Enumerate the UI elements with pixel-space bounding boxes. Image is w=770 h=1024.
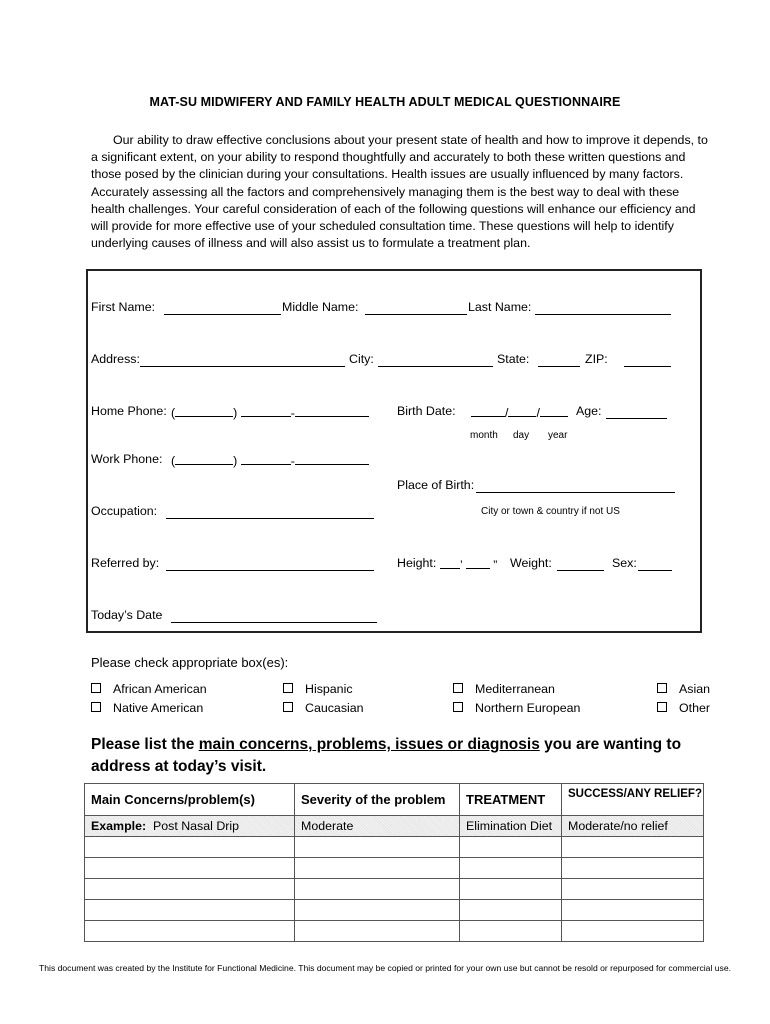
checkbox-icon — [453, 683, 463, 693]
ethnicity-prompt: Please check appropriate box(es): — [91, 655, 289, 670]
last-name-field[interactable] — [535, 302, 671, 315]
home-phone-label: Home Phone: — [91, 404, 167, 418]
table-cell[interactable] — [85, 900, 295, 921]
middle-name-field[interactable] — [365, 302, 467, 315]
work-phone-field[interactable]: ( ) - — [171, 452, 369, 468]
checkbox-asian[interactable]: Asian — [657, 682, 710, 696]
table-cell[interactable] — [562, 921, 704, 942]
example-problem-cell: Example: Post Nasal Drip — [85, 816, 295, 837]
table-cell[interactable] — [85, 858, 295, 879]
example-severity-cell: Moderate — [295, 816, 460, 837]
column-header-concerns: Main Concerns/problem(s) — [85, 784, 295, 816]
address-field[interactable] — [140, 354, 345, 367]
patient-info-box — [86, 269, 702, 633]
checkbox-icon — [283, 683, 293, 693]
table-cell[interactable] — [295, 921, 460, 942]
table-cell[interactable] — [460, 900, 562, 921]
checkbox-hispanic[interactable]: Hispanic — [283, 682, 353, 696]
state-label: State: — [497, 352, 530, 366]
table-cell[interactable] — [295, 879, 460, 900]
column-header-severity: Severity of the problem — [295, 784, 460, 816]
table-cell[interactable] — [562, 858, 704, 879]
sex-label: Sex: — [612, 556, 637, 570]
table-cell[interactable] — [85, 837, 295, 858]
work-phone-label: Work Phone: — [91, 452, 163, 466]
place-of-birth-hint: City or town & country if not US — [481, 506, 620, 517]
city-label: City: — [349, 352, 374, 366]
table-row — [85, 879, 704, 900]
checkbox-icon — [283, 702, 293, 712]
concerns-table — [84, 783, 704, 942]
intro-paragraph — [91, 132, 711, 252]
home-phone-field[interactable]: ( ) - — [171, 404, 369, 420]
page-title: MAT-SU MIDWIFERY AND FAMILY HEALTH ADULT MEDICAL QUESTIONNAIRE — [149, 95, 621, 109]
table-cell[interactable] — [562, 837, 704, 858]
table-row — [85, 921, 704, 942]
referred-by-field[interactable] — [166, 558, 374, 571]
column-header-treatment: TREATMENT — [460, 784, 562, 816]
checkbox-icon — [657, 702, 667, 712]
occupation-field[interactable] — [166, 506, 374, 519]
concerns-heading: Please list the main concerns, problems, issues or diagnosis you are wanting to address at today’s visit. — [91, 736, 682, 775]
footer-note: This document was created by the Institute for Functional Medicine. This document may be copied or printed for your own use but cannot be resold or repurposed for commercial use. — [39, 963, 731, 973]
height-label: Height: — [397, 556, 437, 570]
table-cell[interactable] — [295, 858, 460, 879]
table-header-row — [85, 784, 704, 816]
referred-by-label: Referred by: — [91, 556, 160, 570]
checkbox-native-american[interactable]: Native American — [91, 701, 203, 715]
zip-field[interactable] — [624, 354, 671, 367]
checkbox-caucasian[interactable]: Caucasian — [283, 701, 364, 715]
checkbox-icon — [657, 683, 667, 693]
city-field[interactable] — [378, 354, 493, 367]
column-header-success: SUCCESS/ANY RELIEF? — [562, 784, 704, 816]
checkbox-other[interactable]: Other — [657, 701, 710, 715]
todays-date-field[interactable] — [171, 610, 377, 623]
table-cell[interactable] — [295, 837, 460, 858]
example-row — [85, 816, 704, 837]
checkbox-northern-european[interactable]: Northern European — [453, 701, 580, 715]
sex-field[interactable] — [638, 558, 672, 571]
table-cell[interactable] — [85, 879, 295, 900]
table-cell[interactable] — [85, 921, 295, 942]
middle-name-label: Middle Name: — [282, 300, 359, 314]
address-label: Address: — [91, 352, 140, 366]
height-field[interactable]: ’ ” — [440, 556, 497, 572]
checkbox-mediterranean[interactable]: Mediterranean — [453, 682, 555, 696]
example-treatment-cell: Elimination Diet — [460, 816, 562, 837]
table-row — [85, 837, 704, 858]
age-field[interactable] — [606, 406, 667, 419]
birth-date-label: Birth Date: — [397, 404, 456, 418]
year-hint: year — [548, 430, 568, 441]
place-of-birth-field[interactable] — [476, 480, 675, 493]
table-cell[interactable] — [460, 837, 562, 858]
first-name-label: First Name: — [91, 300, 156, 314]
month-hint: month — [470, 430, 498, 441]
intro-text: Our ability to draw effective conclusions about your present state of health and how to improve it depends, to a significant extent, on your ability to respond thoughtfully and accurately to both these written questions and those posed by the clinician during your consultations. Health issues are usually influenced by many factors. Accurately assessing all the factors and comprehensively managing them is the best way to deal with these health challenges. Your careful consideration of each of the following questions will enhance our efficiency and will provide for more effective use of your scheduled consultation time. These questions will help to identify underlying causes of illness and will also assist us to formulate a treatment plan. — [91, 133, 708, 251]
checkbox-african-american[interactable]: African American — [91, 682, 207, 696]
table-cell[interactable] — [460, 858, 562, 879]
todays-date-label: Today’s Date — [91, 608, 163, 622]
place-of-birth-label: Place of Birth: — [397, 478, 475, 492]
table-row — [85, 858, 704, 879]
day-hint: day — [513, 430, 530, 441]
checkbox-icon — [91, 702, 101, 712]
weight-field[interactable] — [557, 558, 604, 571]
table-row — [85, 900, 704, 921]
last-name-label: Last Name: — [468, 300, 532, 314]
first-name-field[interactable] — [164, 302, 281, 315]
age-label: Age: — [576, 404, 602, 418]
table-cell[interactable] — [295, 900, 460, 921]
checkbox-icon — [453, 702, 463, 712]
birth-date-field[interactable]: / / — [471, 404, 568, 420]
table-cell[interactable] — [460, 921, 562, 942]
occupation-label: Occupation: — [91, 504, 158, 518]
state-field[interactable] — [538, 354, 580, 367]
table-cell[interactable] — [562, 879, 704, 900]
weight-label: Weight: — [510, 556, 552, 570]
example-success-cell: Moderate/no relief — [562, 816, 704, 837]
zip-label: ZIP: — [585, 352, 608, 366]
table-cell[interactable] — [562, 900, 704, 921]
checkbox-icon — [91, 683, 101, 693]
table-cell[interactable] — [460, 879, 562, 900]
